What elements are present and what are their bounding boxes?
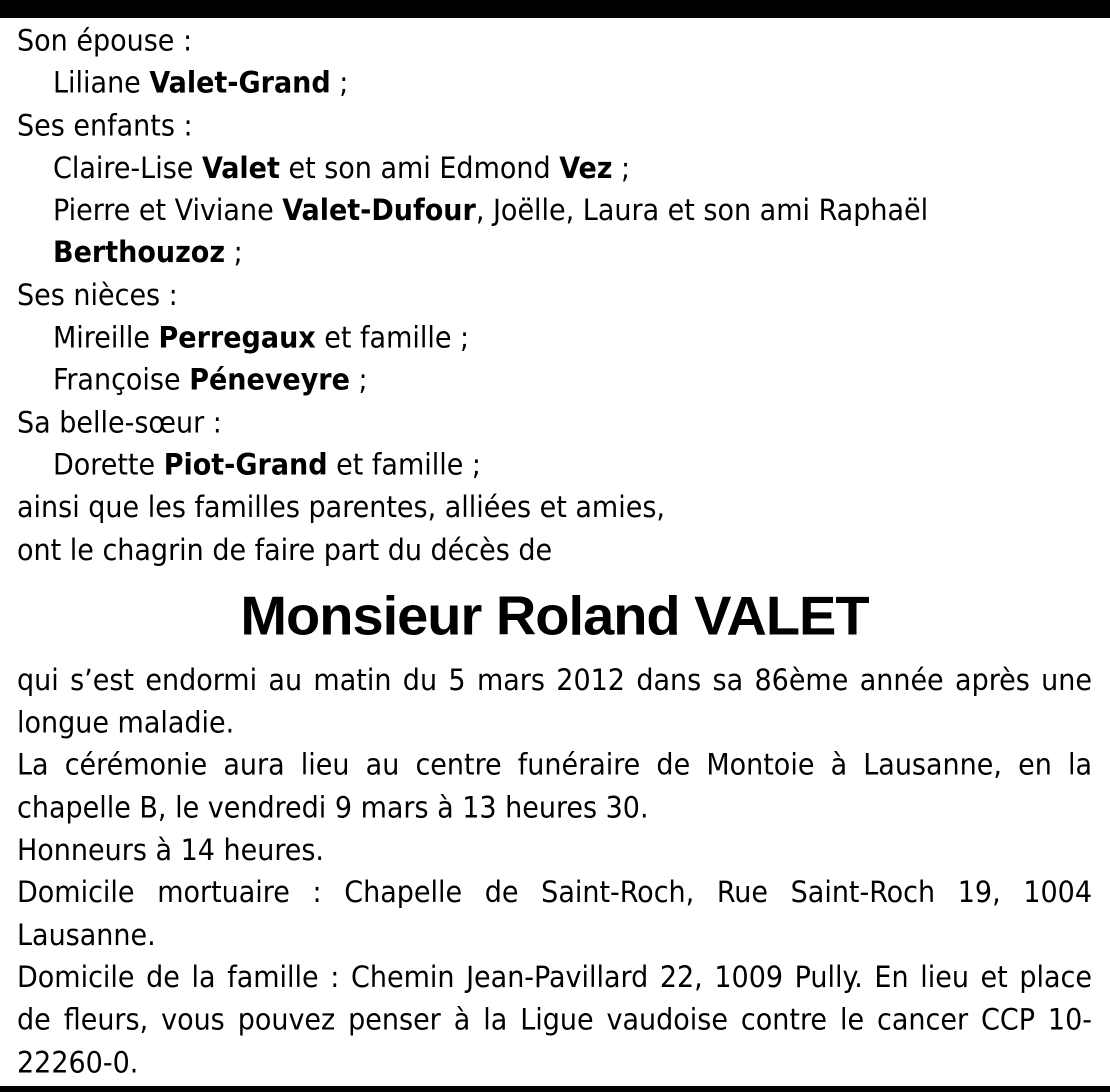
child2-line bbox=[17, 190, 1092, 232]
sister-line bbox=[17, 444, 1092, 486]
paragraph-mortuary: Domicile mortuaire : Chapelle de Saint-Roch, Rue Saint-Roch 19, 1004 Lausanne. bbox=[17, 875, 1092, 953]
niece1-first: Mireille bbox=[53, 320, 150, 356]
paragraph-death: qui s’est endormi au matin du 5 mars 2012 dans sa 86ème année après une longue maladie. bbox=[17, 663, 1092, 741]
niece2-last: Péneveyre bbox=[189, 363, 350, 398]
child2-last: Valet-Dufour bbox=[282, 193, 476, 228]
niece1-suffix: et famille ; bbox=[324, 320, 470, 356]
deceased-name: Monsieur Roland VALET bbox=[240, 584, 869, 647]
paragraph-honours: Honneurs à 14 heures. bbox=[17, 833, 324, 868]
announce-line: ont le chagrin de faire part du décès de bbox=[17, 533, 553, 568]
child1-last: Valet bbox=[201, 151, 280, 186]
child1-last2: Vez bbox=[559, 151, 613, 186]
child2-first: Pierre et Viviane bbox=[53, 193, 274, 228]
child2b-last: Berthouzoz bbox=[53, 236, 226, 271]
spouse-suffix: ; bbox=[330, 66, 349, 101]
niece2-line bbox=[17, 359, 1092, 401]
children-header: Ses enfants : bbox=[17, 108, 193, 144]
top-border bbox=[0, 0, 1110, 18]
families-line: ainsi que les familles parentes, alliées et amies, bbox=[17, 490, 665, 525]
death-notice bbox=[17, 20, 1092, 1084]
niece1-line bbox=[17, 317, 1092, 359]
child1-suffix: ; bbox=[612, 151, 631, 186]
spouse-header: Son épouse : bbox=[17, 23, 193, 59]
spouse-last: Valet-Grand bbox=[149, 66, 331, 101]
nieces-header: Ses nièces : bbox=[17, 278, 178, 313]
spouse-first: Liliane bbox=[53, 66, 141, 101]
paragraph-family-home: Domicile de la famille : Chemin Jean-Pavillard 22, 1009 Pully. En lieu et place de fleurs, vous pouvez penser à la Ligue vaudoise contre le cancer CCP 10-22260-0. bbox=[17, 960, 1092, 1080]
bottom-border bbox=[0, 1086, 1110, 1092]
child2b-line bbox=[17, 232, 1092, 274]
niece2-suffix: ; bbox=[349, 363, 368, 398]
child2-mid: , Joëlle, Laura et son ami Raphaël bbox=[475, 193, 929, 228]
sister-first: Dorette bbox=[53, 448, 156, 483]
child1-first: Claire-Lise bbox=[53, 151, 194, 186]
child1-line bbox=[17, 147, 1092, 189]
child2b-suffix: ; bbox=[225, 236, 243, 271]
spouse-line bbox=[17, 62, 1092, 104]
sister-last: Piot-Grand bbox=[163, 448, 328, 483]
niece1-last: Perregaux bbox=[158, 320, 316, 356]
sister-suffix: et famille ; bbox=[336, 448, 482, 483]
niece2-first: Françoise bbox=[53, 363, 181, 398]
paragraph-ceremony: La cérémonie aura lieu au centre funéraire de Montoie à Lausanne, en la chapelle B, le vendredi 9 mars à 13 heures 30. bbox=[17, 748, 1092, 826]
child1-mid: et son ami Edmond bbox=[288, 151, 551, 186]
sister-header: Sa belle-sœur : bbox=[17, 405, 222, 441]
